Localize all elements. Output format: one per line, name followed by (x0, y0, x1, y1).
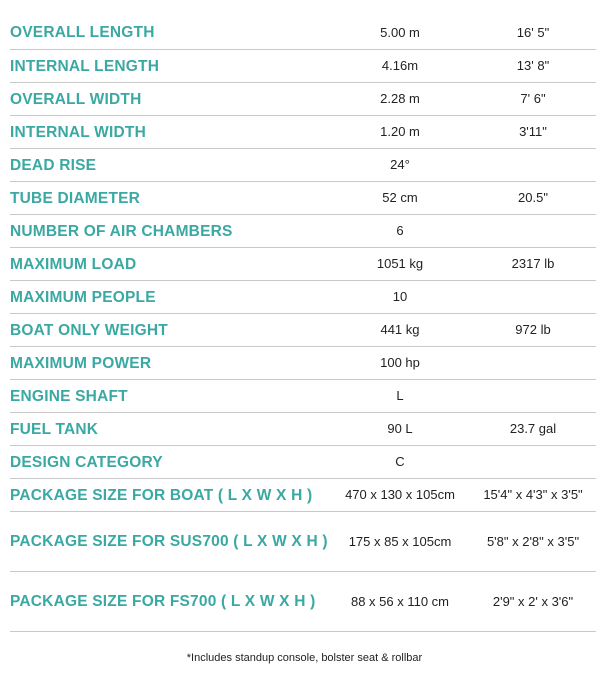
spec-label: NUMBER OF AIR CHAMBERS (10, 214, 330, 247)
spec-label: MAXIMUM PEOPLE (10, 280, 330, 313)
spec-label: BOAT ONLY WEIGHT (10, 313, 330, 346)
spec-imperial-value (470, 379, 596, 412)
spec-label: MAXIMUM LOAD (10, 247, 330, 280)
spec-row-design-category (10, 445, 596, 478)
spec-imperial-value: 13' 8" (470, 49, 596, 82)
spec-imperial-value (470, 280, 596, 313)
spec-imperial-value (470, 214, 596, 247)
spec-imperial-value: 972 lb (470, 313, 596, 346)
spec-row-dead-rise (10, 148, 596, 181)
spec-imperial-value: 5'8" x 2'8" x 3'5" (470, 511, 596, 571)
spec-label: INTERNAL LENGTH (10, 49, 330, 82)
footnote: *Includes standup console, bolster seat & rollbar (186, 652, 423, 664)
spec-row-internal-width (10, 115, 596, 148)
spec-metric-value: 1051 kg (330, 247, 470, 280)
spec-row-package-fs700 (10, 571, 596, 631)
spec-metric-value: 100 hp (330, 346, 470, 379)
spec-metric-value: 4.16m (330, 49, 470, 82)
spec-label: OVERALL WIDTH (10, 82, 330, 115)
spec-imperial-value: 16' 5" (470, 16, 596, 49)
spec-metric-value: 52 cm (330, 181, 470, 214)
spec-imperial-value: 2'9" x 2' x 3'6" (470, 571, 596, 631)
spec-row-package-boat (10, 478, 596, 511)
spec-label: TUBE DIAMETER (10, 181, 330, 214)
spec-label: DESIGN CATEGORY (10, 445, 330, 478)
spec-label: PACKAGE SIZE FOR FS700 ( L X W X H ) (10, 571, 330, 631)
spec-metric-value: 470 x 130 x 105cm (330, 478, 470, 511)
spec-imperial-value (470, 445, 596, 478)
spec-imperial-value (470, 346, 596, 379)
spec-metric-value: C (330, 445, 470, 478)
spec-metric-value: 6 (330, 214, 470, 247)
spec-row-boat-weight (10, 313, 596, 346)
spec-imperial-value: 20.5" (470, 181, 596, 214)
spec-metric-value: 24° (330, 148, 470, 181)
spec-label: MAXIMUM POWER (10, 346, 330, 379)
spec-label: PACKAGE SIZE FOR BOAT ( L X W X H ) (10, 478, 330, 511)
spec-metric-value: 441 kg (330, 313, 470, 346)
spec-row-internal-length (10, 49, 596, 82)
spec-row-maximum-load (10, 247, 596, 280)
spec-metric-value: 90 L (330, 412, 470, 445)
spec-metric-value: 175 x 85 x 105cm (330, 511, 470, 571)
spec-label: DEAD RISE (10, 148, 330, 181)
spec-label: OVERALL LENGTH (10, 16, 330, 49)
spec-row-tube-diameter (10, 181, 596, 214)
spec-row-fuel-tank (10, 412, 596, 445)
spec-metric-value: 10 (330, 280, 470, 313)
spec-label: PACKAGE SIZE FOR SUS700 ( L X W X H ) (10, 511, 330, 571)
spec-row-maximum-people (10, 280, 596, 313)
spec-imperial-value: 15'4" x 4'3" x 3'5" (470, 478, 596, 511)
spec-row-package-sus700 (10, 511, 596, 571)
spec-metric-value: 5.00 m (330, 16, 470, 49)
spec-row-overall-length (10, 16, 596, 49)
spec-row-air-chambers (10, 214, 596, 247)
spec-label: INTERNAL WIDTH (10, 115, 330, 148)
spec-label: FUEL TANK (10, 412, 330, 445)
spec-row-engine-shaft (10, 379, 596, 412)
spec-imperial-value: 23.7 gal (470, 412, 596, 445)
spec-imperial-value: 3'11" (470, 115, 596, 148)
spec-imperial-value: 2317 lb (470, 247, 596, 280)
spec-label: ENGINE SHAFT (10, 379, 330, 412)
spec-imperial-value: 7' 6" (470, 82, 596, 115)
spec-table (10, 16, 596, 632)
spec-row-overall-width (10, 82, 596, 115)
spec-metric-value: 1.20 m (330, 115, 470, 148)
spec-metric-value: L (330, 379, 470, 412)
spec-metric-value: 88 x 56 x 110 cm (330, 571, 470, 631)
spec-metric-value: 2.28 m (330, 82, 470, 115)
spec-imperial-value (470, 148, 596, 181)
spec-row-maximum-power (10, 346, 596, 379)
